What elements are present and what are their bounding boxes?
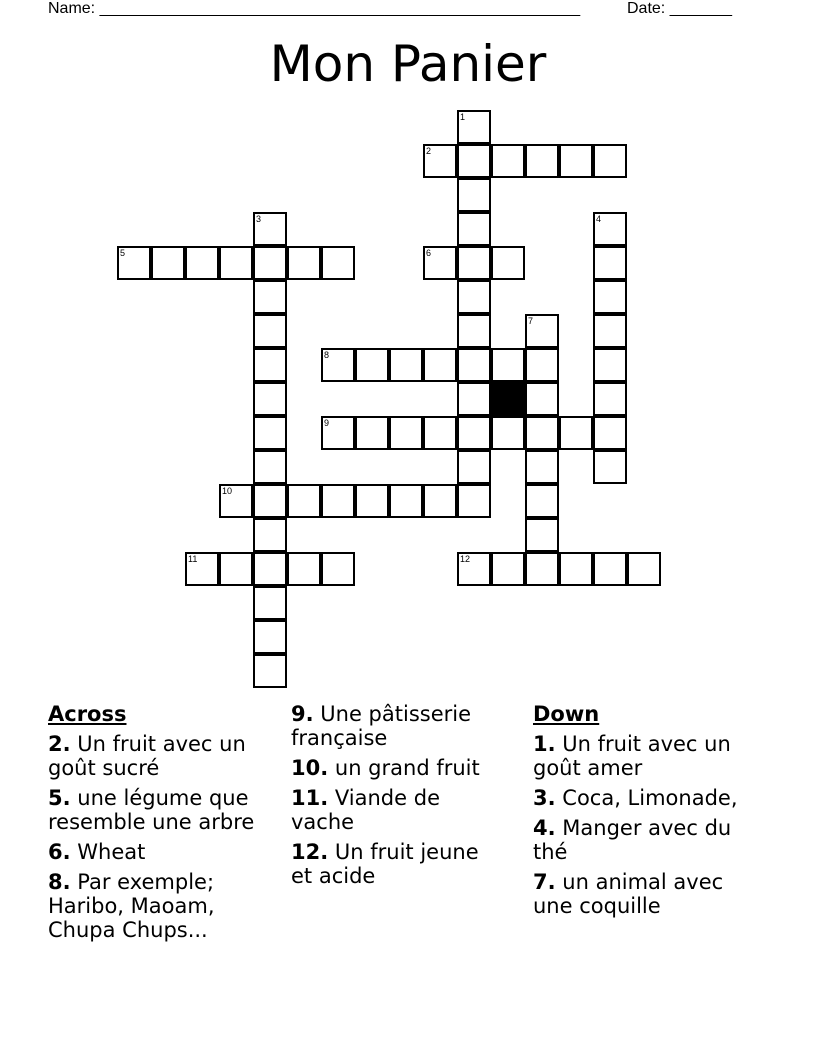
grid-cell[interactable] bbox=[457, 382, 491, 416]
across-clues-column-1 bbox=[48, 702, 280, 948]
grid-cell[interactable] bbox=[423, 246, 457, 280]
grid-cell[interactable] bbox=[253, 382, 287, 416]
grid-cell[interactable] bbox=[423, 484, 457, 518]
grid-cell[interactable] bbox=[253, 620, 287, 654]
clue-number: 4 bbox=[596, 214, 602, 224]
grid-cell[interactable] bbox=[457, 144, 491, 178]
grid-cell[interactable] bbox=[491, 246, 525, 280]
grid-cell[interactable] bbox=[423, 416, 457, 450]
grid-cell[interactable] bbox=[457, 212, 491, 246]
down-clues-column bbox=[533, 702, 748, 924]
grid-cell[interactable] bbox=[355, 348, 389, 382]
grid-cell[interactable] bbox=[219, 552, 253, 586]
clue-number: 3 bbox=[256, 214, 262, 224]
clue-number: 7 bbox=[528, 316, 534, 326]
grid-cell[interactable] bbox=[525, 416, 559, 450]
grid-cell[interactable] bbox=[593, 416, 627, 450]
grid-cell[interactable] bbox=[355, 484, 389, 518]
grid-cell[interactable] bbox=[525, 518, 559, 552]
grid-cell[interactable] bbox=[525, 314, 559, 348]
clue-number: 12 bbox=[460, 554, 471, 564]
clue-across-9: 9. Une pâtisserie française bbox=[291, 702, 472, 750]
clue-down-3: 3. Coca, Limonade, bbox=[533, 786, 738, 810]
clue-number: 8 bbox=[324, 350, 330, 360]
grid-cell[interactable] bbox=[253, 212, 287, 246]
down-heading: Down bbox=[533, 702, 600, 726]
grid-cell[interactable] bbox=[525, 552, 559, 586]
grid-cell[interactable] bbox=[253, 552, 287, 586]
grid-cell[interactable] bbox=[593, 280, 627, 314]
name-field-label: Name: ______________________________________________________ bbox=[48, 0, 581, 17]
grid-cell[interactable] bbox=[253, 246, 287, 280]
grid-cell[interactable] bbox=[389, 484, 423, 518]
clue-number: 5 bbox=[120, 248, 126, 258]
grid-cell[interactable] bbox=[593, 552, 627, 586]
grid-cell[interactable] bbox=[457, 450, 491, 484]
across-clues-column-2 bbox=[291, 702, 506, 894]
grid-cell[interactable] bbox=[491, 416, 525, 450]
grid-cell[interactable] bbox=[457, 416, 491, 450]
across-heading: Across bbox=[48, 702, 127, 726]
grid-cell[interactable] bbox=[525, 484, 559, 518]
grid-cell[interactable] bbox=[457, 246, 491, 280]
grid-cell[interactable] bbox=[593, 246, 627, 280]
grid-cell[interactable] bbox=[593, 450, 627, 484]
grid-cell[interactable] bbox=[253, 280, 287, 314]
clue-across-5: 5. une légume que resemble une arbre bbox=[48, 786, 255, 834]
grid-cell[interactable] bbox=[321, 484, 355, 518]
clue-number: 2 bbox=[426, 146, 432, 156]
grid-cell[interactable] bbox=[253, 416, 287, 450]
grid-cell[interactable] bbox=[525, 450, 559, 484]
grid-cell[interactable] bbox=[457, 178, 491, 212]
grid-cell[interactable] bbox=[525, 348, 559, 382]
grid-cell[interactable] bbox=[559, 144, 593, 178]
clue-down-1: 1. Un fruit avec un goût amer bbox=[533, 732, 731, 780]
grid-cell[interactable] bbox=[457, 484, 491, 518]
grid-cell[interactable] bbox=[491, 144, 525, 178]
grid-cell[interactable] bbox=[559, 416, 593, 450]
clue-across-8: 8. Par exemple; Haribo, Maoam, Chupa Chups... bbox=[48, 870, 215, 942]
grid-cell[interactable] bbox=[253, 484, 287, 518]
grid-cell[interactable] bbox=[457, 280, 491, 314]
clue-across-2: 2. Un fruit avec un goût sucré bbox=[48, 732, 246, 780]
clue-number: 1 bbox=[460, 112, 466, 122]
clue-number: 10 bbox=[222, 486, 233, 496]
grid-cell[interactable] bbox=[321, 348, 355, 382]
grid-cell[interactable] bbox=[423, 348, 457, 382]
grid-cell[interactable] bbox=[151, 246, 185, 280]
grid-cell[interactable] bbox=[593, 212, 627, 246]
clue-down-4: 4. Manger avec du thé bbox=[533, 816, 732, 864]
clue-across-12: 12. Un fruit jeune et acide bbox=[291, 840, 479, 888]
grid-cell[interactable] bbox=[593, 382, 627, 416]
grid-cell[interactable] bbox=[253, 654, 287, 688]
date-field-label: Date: _______ bbox=[627, 0, 732, 17]
grid-cell[interactable] bbox=[117, 246, 151, 280]
grid-cell[interactable] bbox=[491, 552, 525, 586]
clue-across-6: 6. Wheat bbox=[48, 840, 146, 864]
grid-cell[interactable] bbox=[389, 348, 423, 382]
grid-cell[interactable] bbox=[219, 246, 253, 280]
clue-down-7: 7. un animal avec une coquille bbox=[533, 870, 724, 918]
grid-black-cell bbox=[491, 382, 525, 416]
grid-cell[interactable] bbox=[627, 552, 661, 586]
clue-number: 11 bbox=[188, 554, 198, 564]
grid-cell[interactable] bbox=[457, 348, 491, 382]
grid-cell[interactable] bbox=[287, 246, 321, 280]
grid-cell[interactable] bbox=[355, 416, 389, 450]
grid-cell[interactable] bbox=[389, 416, 423, 450]
grid-cell[interactable] bbox=[525, 382, 559, 416]
clue-number: 6 bbox=[426, 248, 432, 258]
grid-cell[interactable] bbox=[219, 484, 253, 518]
grid-cell[interactable] bbox=[457, 552, 491, 586]
grid-cell[interactable] bbox=[559, 552, 593, 586]
grid-cell[interactable] bbox=[185, 246, 219, 280]
clue-number: 9 bbox=[324, 418, 330, 428]
grid-cell[interactable] bbox=[525, 144, 559, 178]
clue-across-10: 10. un grand fruit bbox=[291, 756, 480, 780]
grid-cell[interactable] bbox=[321, 552, 355, 586]
grid-cell[interactable] bbox=[593, 144, 627, 178]
page-title: Mon Panier bbox=[269, 35, 547, 93]
grid-cell[interactable] bbox=[321, 246, 355, 280]
grid-cell[interactable] bbox=[253, 450, 287, 484]
clue-across-11: 11. Viande de vache bbox=[291, 786, 440, 834]
grid-cell[interactable] bbox=[287, 552, 321, 586]
grid-cell[interactable] bbox=[253, 348, 287, 382]
grid-cell[interactable] bbox=[253, 518, 287, 552]
grid-cell[interactable] bbox=[321, 416, 355, 450]
grid-cell[interactable] bbox=[253, 586, 287, 620]
grid-cell[interactable] bbox=[423, 144, 457, 178]
grid-cell[interactable] bbox=[253, 314, 287, 348]
grid-cell[interactable] bbox=[593, 348, 627, 382]
grid-cell[interactable] bbox=[185, 552, 219, 586]
grid-cell[interactable] bbox=[457, 314, 491, 348]
grid-cell[interactable] bbox=[457, 110, 491, 144]
grid-cell[interactable] bbox=[287, 484, 321, 518]
grid-cell[interactable] bbox=[593, 314, 627, 348]
grid-cell[interactable] bbox=[491, 348, 525, 382]
